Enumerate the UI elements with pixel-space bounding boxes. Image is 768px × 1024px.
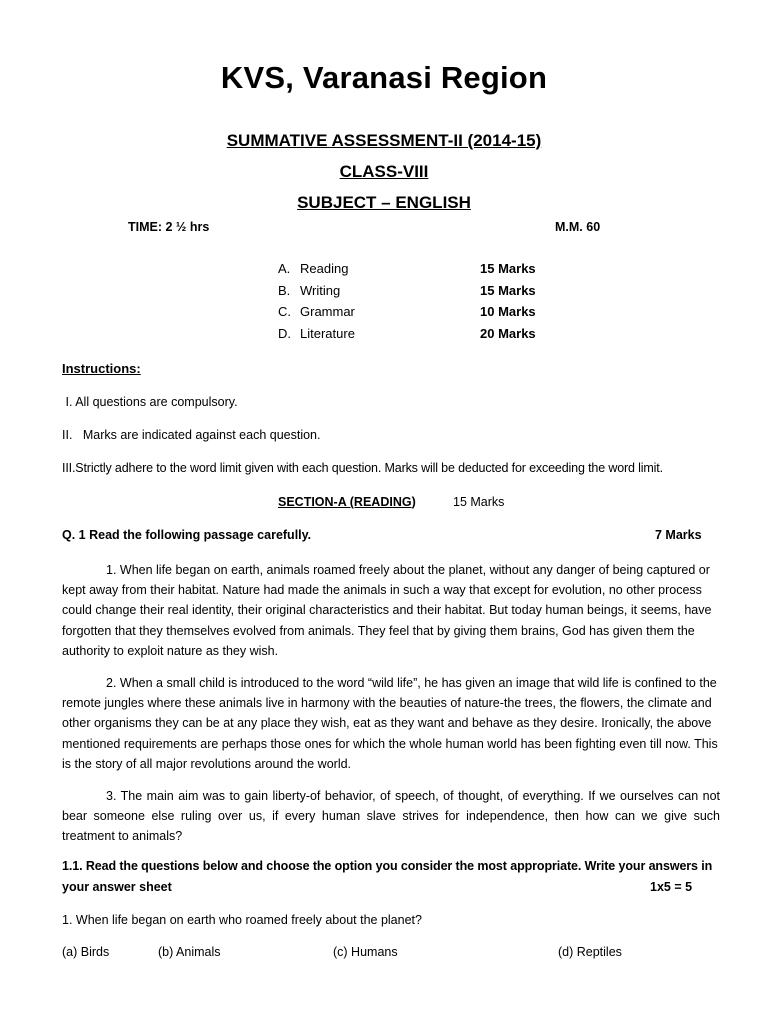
marks-letter: B. bbox=[278, 283, 291, 298]
question-1-option-d: (d) Reptiles bbox=[558, 945, 622, 959]
marks-letter: D. bbox=[278, 326, 291, 341]
q1-1-instruction-cont: your answer sheet bbox=[62, 880, 172, 894]
q1-label: Q. 1 Read the following passage carefully. bbox=[62, 528, 312, 542]
marks-row-literature bbox=[278, 326, 578, 344]
question-1-option-c: (c) Humans bbox=[333, 945, 398, 959]
q1-marks: 7 Marks bbox=[655, 528, 702, 542]
time-label: TIME: 2 ½ hrs bbox=[128, 220, 210, 234]
assessment-heading: SUMMATIVE ASSESSMENT-II (2014-15) bbox=[226, 131, 542, 150]
instructions-heading: Instructions: bbox=[62, 361, 141, 376]
section-a-marks: 15 Marks bbox=[453, 495, 505, 509]
instruction-item: III.Strictly adhere to the word limit given with each question. Marks will be deducted for exceeding the word limit. bbox=[62, 461, 663, 475]
marks-value: 10 Marks bbox=[480, 304, 536, 319]
max-marks-label: M.M. 60 bbox=[555, 220, 601, 234]
marks-value: 15 Marks bbox=[480, 283, 536, 298]
marks-row-reading bbox=[278, 261, 578, 279]
marks-section-name: Reading bbox=[300, 261, 349, 276]
marks-letter: A. bbox=[278, 261, 291, 276]
section-a-title bbox=[278, 495, 416, 509]
marks-section-name: Literature bbox=[300, 326, 355, 341]
subject-heading: SUBJECT – ENGLISH bbox=[297, 193, 471, 212]
marks-section-name: Grammar bbox=[300, 304, 355, 319]
passage-paragraph-2: 2. When a small child is introduced to the word “wild life”, he has given an image that wild life is confined to the remote jungles where these animals live in harmony with the beauties of nature-the trees, the flowers, the climate and other organisms they can be at any place they wish, eat as they want and behave as they desire. Ironically, the above mentioned requirements are perhaps those ones for which the whole human world has been fighting even till now. This is the story of all major revolutions around the world. bbox=[62, 676, 718, 771]
q1-1-instruction: 1.1. Read the questions below and choose the option you consider the most appropriate. Write your answers in bbox=[62, 859, 713, 873]
question-1-option-a: (a) Birds bbox=[62, 945, 110, 959]
marks-letter: C. bbox=[278, 304, 291, 319]
marks-section-name: Writing bbox=[300, 283, 341, 298]
marks-value: 20 Marks bbox=[480, 326, 536, 341]
instruction-item: II. Marks are indicated against each question. bbox=[62, 428, 321, 442]
question-1-option-b: (b) Animals bbox=[158, 945, 221, 959]
q1-1-marks: 1x5 = 5 bbox=[650, 880, 693, 894]
page-title: KVS, Varanasi Region bbox=[220, 60, 548, 95]
section-a-title-text: SECTION-A (READING bbox=[278, 495, 412, 509]
passage-paragraph-3: 3. The main aim was to gain liberty-of behavior, of speech, of thought, of everything. If we ourselves can not bear someone else ruling over us, if every human slave strives for independence, then how can we give such treatment to animals? bbox=[62, 789, 720, 844]
section-a-title-close: ) bbox=[411, 495, 416, 509]
marks-value: 15 Marks bbox=[480, 261, 536, 276]
passage-paragraph-1: 1. When life began on earth, animals roamed freely about the planet, without any danger of being captured or kept away from their habitat. Nature had made the animals in such a way that except for evolution, no other process could change their real identity, their original characteristics and their habitat. But today human beings, it seems, have forgotten that they themselves evolved from animals. They feel that by giving them brains, God has given them the authority to exploit nature as they wish. bbox=[62, 563, 712, 658]
instruction-item: I. All questions are compulsory. bbox=[62, 395, 238, 409]
marks-row-grammar bbox=[278, 304, 578, 322]
question-1-text: 1. When life began on earth who roamed freely about the planet? bbox=[62, 913, 422, 927]
class-heading: CLASS-VIII bbox=[339, 162, 429, 181]
marks-row-writing bbox=[278, 283, 578, 301]
